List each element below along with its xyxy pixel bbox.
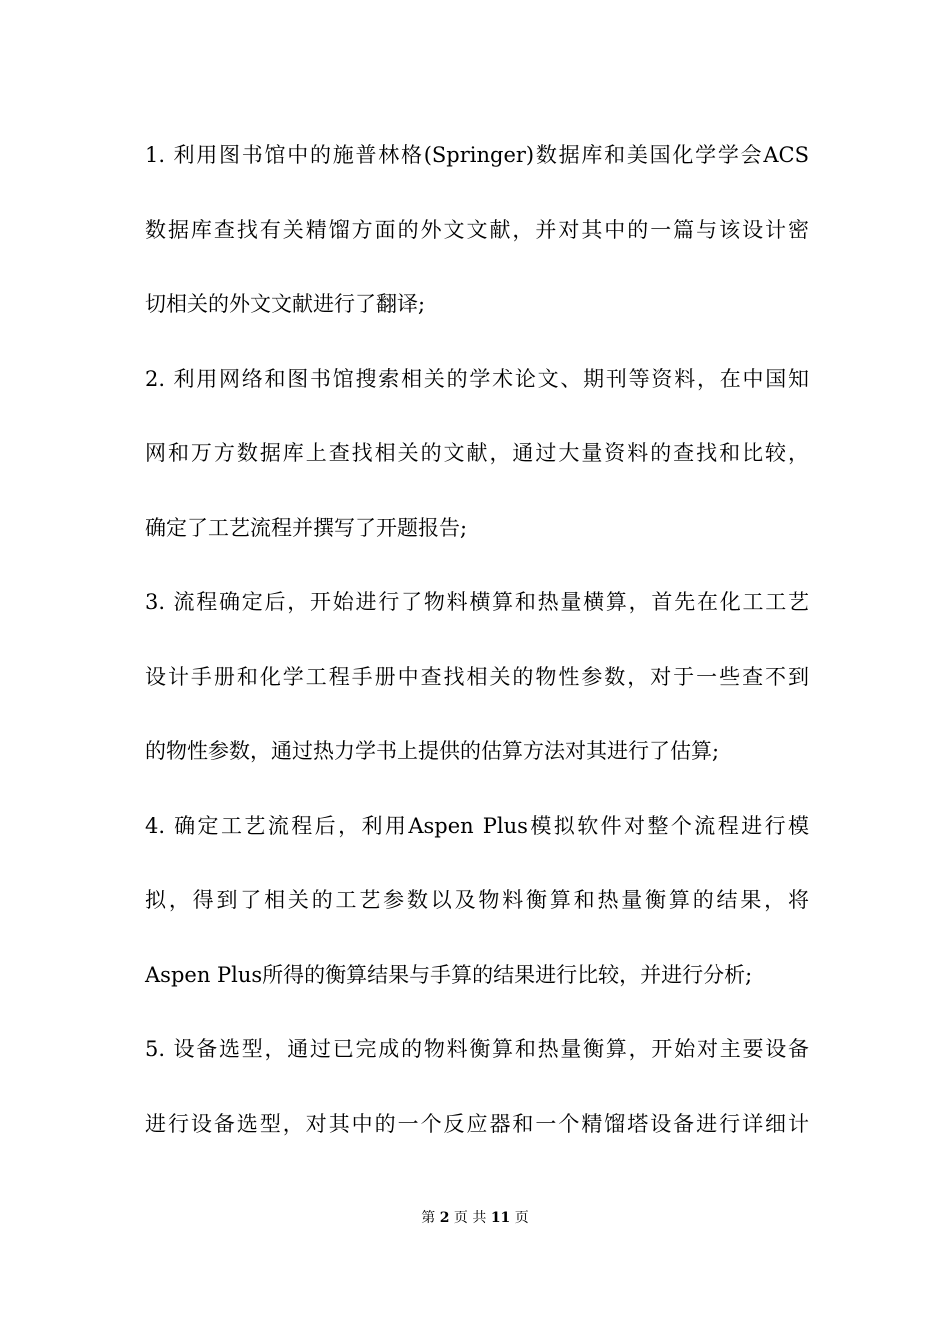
text-line: 数据库查找有关精馏方面的外文文献，并对其中的一篇与该设计密 (145, 217, 809, 242)
text-line: 4. 确定工艺流程后，利用Aspen Plus模拟软件对整个流程进行模 (145, 813, 809, 838)
footer-page-number: 2 (439, 1210, 450, 1226)
text-line: Aspen Plus所得的衡算结果与手算的结果进行比较，并进行分析; (145, 962, 753, 987)
footer-total-pages: 11 (490, 1210, 511, 1226)
text-line: 1. 利用图书馆中的施普林格(Springer)数据库和美国化学学会ACS (145, 143, 809, 167)
text-line: 切相关的外文文献进行了翻译; (145, 292, 426, 316)
text-line: 设计手册和化学工程手册中查找相关的物性参数，对于一些查不到 (145, 664, 809, 689)
footer-middle: 页 共 (453, 1210, 487, 1226)
text-line: 确定了工艺流程并撰写了开题报告; (145, 515, 468, 540)
footer-prefix: 第 (421, 1210, 436, 1226)
text-line: 的物性参数，通过热力学书上提供的估算方法对其进行了估算; (145, 739, 720, 763)
text-line: 拟，得到了相关的工艺参数以及物料衡算和热量衡算的结果，将 (145, 888, 809, 912)
text-line: 3. 流程确定后，开始进行了物料横算和热量横算，首先在化工工艺 (145, 590, 809, 614)
text-line: 进行设备选型，对其中的一个反应器和一个精馏塔设备进行详细计 (145, 1111, 809, 1136)
footer-suffix: 页 (514, 1210, 529, 1226)
text-line: 5. 设备选型，通过已完成的物料衡算和热量衡算，开始对主要设备 (145, 1037, 809, 1061)
text-line: 网和万方数据库上查找相关的文献，通过大量资料的查找和比较， (145, 441, 809, 465)
body-text (145, 133, 809, 1176)
page-footer (0, 1207, 950, 1227)
text-line: 2. 利用网络和图书馆搜索相关的学术论文、期刊等资料，在中国知 (145, 366, 809, 391)
